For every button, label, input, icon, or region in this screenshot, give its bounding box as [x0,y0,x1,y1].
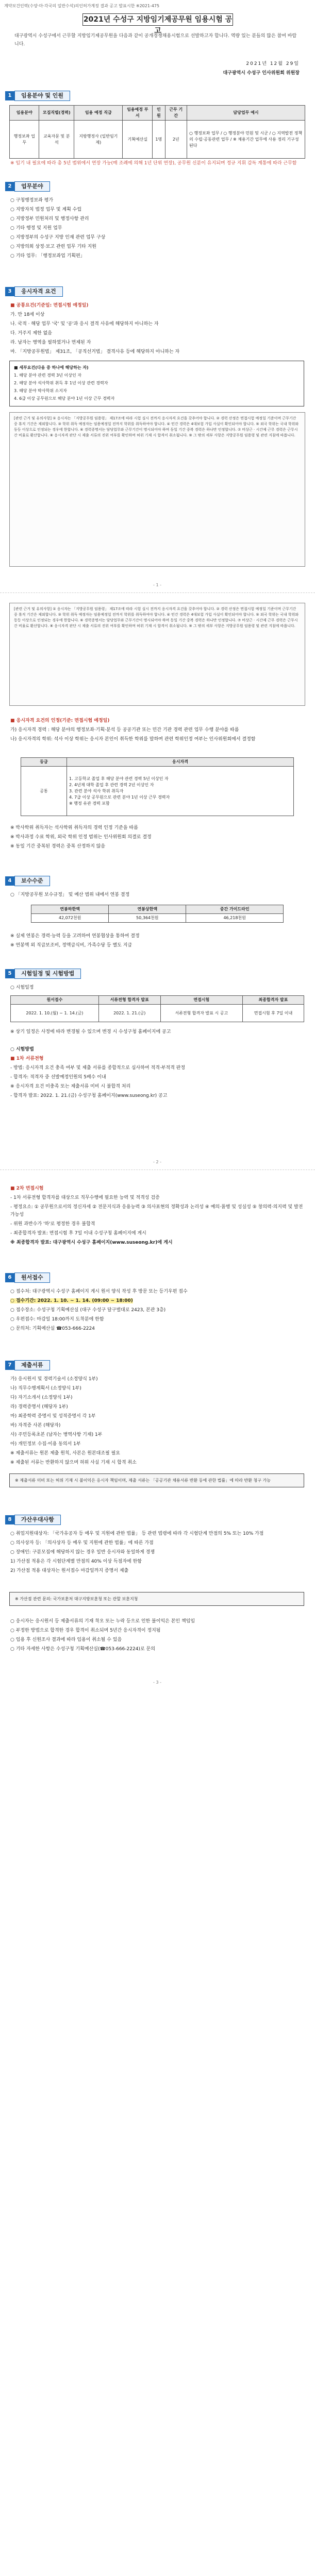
table-header: 모집직렬(경력) [39,106,74,121]
section-heading-5 [5,969,81,979]
list-item: 2. 해당 분야 석사학위 취득 후 1년 이상 관련 경력자 [14,381,108,385]
section-number: 8 [5,1515,14,1524]
table-cell: 50,364천원 [109,914,186,923]
section-heading-1 [5,91,70,101]
list-item: - 합격자: 적격자 중 선발예정인원의 5배수 이내 [10,1075,106,1080]
page-number: - 1 - [153,583,161,587]
list-item: ※ 박사학위 취득자는 석사학위 취득자의 경력 인정 기준을 따름 [10,825,138,831]
table-cell: 공통 [21,767,67,816]
section-label: 응시자격 요건 [14,286,63,297]
list-item: ※ 실제 연봉은 경력·능력 등을 고려하여 연봉협상을 통하여 결정 [10,934,140,939]
salary-table [31,905,284,923]
list-item: ○ 지방자치 법정 업무 및 계획 수립 [10,207,82,212]
section-number: 7 [5,1361,14,1370]
list-item: - 위원 과반수가 '하'로 평정한 경우 불합격 [10,1222,95,1227]
list-item: ※ 응시자격 요건 미충족 또는 제출서류 미비 시 불합격 처리 [10,1084,131,1089]
section-number: 6 [5,1273,14,1282]
phase-title: ■ 1차 서류전형 [10,1056,44,1061]
subsection-title: ■ 공통요건(기준일: 면접시험 예정일) [10,303,89,308]
final-announcement: ※ 최종합격자 발표: 대구광역시 수성구 홈페이지(www.suseong.kr)에 게시 [10,1240,173,1245]
section1-note: ※ 임기 내 필요에 따라 총 5년 범위에서 연장 가능(매 조례에 의해 1년 단위 연장), 공무원 신분이 유지되며 정규 지휘 감독 계통에 따라 근무함 [10,161,297,166]
section-label: 보수수준 [14,876,50,886]
section-label: 업무분야 [14,181,50,192]
list-item: ○ 접수처: 대구광역시 수성구 홈페이지 게시 원서 양식 작성 후 방문 또는 등기우편 접수 [10,1289,188,1294]
interview-method [10,1185,304,1248]
list-item: ○ 지방정부 민원처리 및 행정사항 관리 [10,216,89,222]
section-label: 임용분야 및 인원 [14,91,70,101]
table-cell: 2022. 1. 21.(금) [98,1005,160,1022]
section-number: 5 [5,969,14,978]
list-item: ※ 동일 기간 중복된 경력은 중복 산정하지 않음 [10,844,106,849]
notice-issuer: 대구광역시 수성구 인사위원회 위원장 [223,71,300,76]
table-cell: 면접시험 후 7일 이내 [243,1005,304,1022]
qualification-table [21,757,294,816]
subsection-title: ○ 시험방법 [10,1047,34,1052]
section-heading-2 [5,181,50,192]
bonus-info [10,1530,304,1577]
dense-paragraph: [관련 근거 및 유의사항] ① 응시자는 「지방공무원 임용령」 제17조에 따라 시험 실시 전까지 응시자격 요건을 갖추어야 합니다. ② 경력 산정은 면접시험 예정일 기준이며 근무기간 중 휴직 기간은 제외합니다. ③ 학위 취득 예정자는 임용예정일 전까지 학위를 취득하여야 합니다. ④ 민간 경력은 4대보험 가입 사실이 확인되어야 합니다. ⑤ 외국 학위는 국내 학위와 동등 이상으로 인정되는 경우에 한합니다. ⑥ 경력증명서는 담당업무와 근무기간이 명시되어야 하며 동일 기간 중복 경력은 하나만 인정합니다. ⑦ 비상근 · 시간제 근무 경력은 근무시간 비율로 환산합니다. ⑧ 응시자격 판단 시 제출 서류의 진위 여부를 확인하며 허위 기재 시 합격이 취소됩니다. ⑨ 그 밖의 세부 사항은 지방공무원 임용령 및 관련 지침에 따릅니다. [14,607,299,628]
list-item: ○ 문의처: 기획예산실 ☎053-666-2224 [10,1326,95,1331]
table-header: 담당업무 예시 [187,106,305,121]
list-item: 아) 개인정보 수집·이용 동의서 1부 [10,1442,81,1447]
subsection-title: ■ 세부요건(다음 중 하나에 해당하는 자) [14,365,89,370]
section-label: 가산우대사항 [14,1515,61,1525]
paragraph: 가) 응시자격 경력 : 해당 분야의 행정보좌·기획·분석 등 공공기관 또는 민간 기관 경력 관련 업무 수행 분야를 따름 [10,727,239,733]
list-item: 바) 자격증 사본 (해당자) [10,1423,61,1428]
table-cell: 행정보좌 업무 [10,121,39,159]
list-item: 마. 「지방공무원법」 제31조, 「공직선거법」 결격사유 등에 해당하지 아니하는 자 [10,349,180,354]
section-label: 제출서류 [14,1360,50,1370]
section-heading-3 [5,286,63,297]
table-header: 최종합격자 발표 [243,996,304,1005]
list-item: 3. 해당 분야 박사학위 소지자 [14,388,67,393]
qualification-recognition [10,717,304,745]
list-item: 다) 자기소개서 (소정양식 1부) [10,1395,73,1400]
list-item: 2) 가산점 적용 대상자는 원서접수 마감일까지 증명서 제출 [10,1568,129,1573]
page-number: - 2 - [153,1160,161,1164]
requirements-detail-text-2 [9,603,305,706]
list-item: ※ 제출된 서류는 반환하지 않으며 허위 사실 기재 시 합격 취소 [10,1460,137,1465]
list-item: ※ 박사과정 수료 학위, 외국 학위 인정 범위는 인사위원회 의결로 결정 [10,835,152,840]
list-item: 사) 주민등록초본 (남자는 병역사항 기재) 1부 [10,1432,103,1437]
phase-title: ■ 2차 면접시험 [10,1186,44,1191]
list-item: ○ 접수장소: 수성구청 기획예산실 (대구 수성구 달구벌대로 2423, 본관 3층) [10,1308,166,1313]
list-item: ○ 응시자는 응시원서 등 제출서류의 기재 착오 또는 누락 등으로 인한 불이익은 본인 책임임 [10,1619,195,1624]
list-item: 1) 가산점 적용은 각 시험단계별 만점의 40% 이상 득점자에 한함 [10,1559,142,1564]
dense-paragraph: [관련 근거 및 유의사항] ① 응시자는 「지방공무원 임용령」 제17조에 따라 시험 실시 전까지 응시자격 요건을 갖추어야 합니다. ② 경력 산정은 면접시험 예정일 기준이며 근무기간 중 휴직 기간은 제외합니다. ③ 학위 취득 예정자는 임용예정일 전까지 학위를 취득하여야 합니다. ④ 민간 경력은 4대보험 가입 사실이 확인되어야 합니다. ⑤ 외국 학위는 국내 학위와 동등 이상으로 인정되는 경우에 한합니다. ⑥ 경력증명서는 담당업무와 근무기간이 명시되어야 하며 동일 기간 중복 경력은 하나만 인정합니다. ⑦ 비상근 · 시간제 근무 경력은 근무시간 비율로 환산합니다. ⑧ 응시자격 판단 시 제출 서류의 진위 여부를 확인하며 허위 기재 시 합격이 취소됩니다. ⑨ 그 밖의 세부 사항은 지방공무원 임용령 및 관련 지침에 따릅니다. [14,416,299,437]
table-header: 면접시험 [160,996,242,1005]
paragraph: 나) 응시자격의 학위: 석사 이상 학위는 응시자 본인이 취득한 학위를 말하며 관련 학위인정 여부는 인사위원회에서 결정함 [10,737,256,742]
table-header: 중간 가이드라인 [186,905,284,914]
salary-notes [10,933,304,951]
table-cell: 1. 고등학교 졸업 후 해당 분야 관련 경력 5년 이상인 자 2. 4년제 대학 졸업 후 관련 경력 2년 이상인 자 3. 관련 분야 석사 학위 취득자 4. 7급 이상 공무원으로 관련 분야 1년 이상 근무 경력자 ※ 행정 유관 경력 포함 [67,767,294,816]
list-item: 라. 남자는 병역을 필하였거나 면제된 자 [10,340,91,345]
list-item: - 최종합격자 발표: 면접시험 후 7일 이내 수성구청 홈페이지에 게시 [10,1231,146,1236]
table-cell: 교육자문 및 분석 [39,121,74,159]
salary-text: ○ 「지방공무원 보수규정」 및 예산 범위 내에서 연봉 결정 [10,892,130,897]
notice-date: 2021년 12월 29일 [246,61,300,66]
schedule-title: ○ 시험일정 [10,985,34,990]
page-number: - 3 - [153,1680,161,1685]
recruitment-table [9,105,305,159]
list-item [10,1297,304,1305]
closing-notes [10,1618,304,1655]
table-header: 연봉상한액 [109,905,186,914]
list-item: ○ 취업지원대상자: 「국가유공자 등 예우 및 지원에 관한 법률」 등 관련 법령에 따라 각 시험단계 만점의 5% 또는 10% 가점 [10,1531,264,1536]
table-header: 임용분야 [10,106,39,121]
list-item: ○ 장애인: 구분모집에 해당하지 않는 경우 일반 응시자와 동일하게 경쟁 [10,1550,155,1555]
schedule-note: ※ 상기 일정은 사정에 따라 변경될 수 있으며 변경 시 수성구청 홈페이지에 공고 [10,1029,171,1035]
table-cell: 46,218천원 [186,914,284,923]
table-header: 등급 [21,758,67,767]
section-heading-8 [5,1515,61,1525]
list-item: ○ 기타 업무: 「행정보좌업 기획편」 [10,253,85,259]
section-heading-7 [5,1360,50,1370]
top-note: 계약보건인력(수양·마·각국의 일반수석)의인허가계정 결과 공고 발표시한 ※2021-475 [4,4,160,8]
list-item: 가) 응시원서 및 경력기술서 (소정양식 1부) [10,1377,98,1382]
list-item: 마) 최종학력 증명서 및 성적증명서 각 1부 [10,1414,96,1419]
list-item: ○ 기타 자세한 사항은 수성구청 기획예산실(☎053-666-2224)로 문의 [10,1647,155,1652]
bonus-inquiry-box: ※ 가산점 관련 문의: 국가보훈처 대구지방보훈청 또는 관할 보훈지청 [9,1592,304,1606]
documents-list [10,1376,304,1468]
application-info [10,1288,304,1334]
table-header: 근무 기간 [165,106,187,121]
section-number: 3 [5,287,14,296]
table-header: 서류전형 합격자 발표 [98,996,160,1005]
notice-title: 2021년 수성구 지방임기제공무원 임용시험 공고 [82,13,233,26]
list-item: 나) 직무수행계획서 (소정양식 1부) [10,1386,81,1391]
table-header: 응시자격 [67,758,294,767]
qualification-notes [10,824,304,852]
table-cell: 지방행정사 (일반임기제) [74,121,123,159]
section-label: 시험일정 및 시험방법 [14,969,81,979]
section-label: 원서접수 [14,1273,50,1283]
list-item: 다. 거주지 제한 없음 [10,331,52,336]
table-header: 연봉하한액 [31,905,109,914]
section-heading-6 [5,1273,50,1283]
section-number: 2 [5,182,14,191]
table-header: 인원 [153,106,165,121]
exam-method [10,1046,304,1101]
duties-list [10,197,304,262]
list-item: 4. 6급 이상 공무원으로 해당 분야 1년 이상 근무 경력자 [14,396,115,401]
list-item: 1. 해당 분야 관련 경력 3년 이상인 자 [14,373,81,378]
list-item: - 1차 서류전형 합격자를 대상으로 직무수행에 필요한 능력 및 적격성 검증 [10,1195,160,1200]
list-item: ○ 기타 행정 및 지원 업무 [10,226,62,231]
list-item: ○ 지방정부의 수성구 지방 인재 관련 업무 구상 [10,235,106,240]
section-number: 4 [5,876,14,886]
list-item: ○ 의사상자 등: 「의사상자 등 예우 및 지원에 관한 법률」에 따른 가점 [10,1540,154,1546]
highlighted-period: ○ 접수기간: 2022. 1. 10. ~ 1. 14. (09:00 ~ 18:00) [10,1298,133,1303]
list-item: - 방법: 응시자격 요건 충족 여부 및 제출 서류를 종합적으로 심사하여 적격·부적격 판정 [10,1065,186,1071]
requirements-detail-text [9,412,305,567]
table-cell: ○ 행정보좌 업무 / ○ 행정분야 민원 및 시군 / ○ 지역발전 정책의 수립·공동관련 업무 / ※ 채용기간 업무에 사용 정리 기구성된다 [187,121,305,159]
table-header: 임용예정 부서 [123,106,153,121]
list-item: 나. 국적 · 해당 업무 '국' 및 '공'과 응시 결격 사유에 해당하지 아니하는 자 [10,321,159,327]
list-item: 라) 경력증명서 (해당자 1부) [10,1404,68,1410]
table-cell: 1명 [153,121,165,159]
table-cell: 2년 [165,121,187,159]
list-item: 가. 만 18세 이상 [10,312,45,317]
table-cell: 2022. 1. 10.(월) ~ 1. 14.(금) [11,1005,99,1022]
documents-warning: ※ 제출서류 미비 또는 허위 기재 시 불이익은 응시자 책임이며, 제출 서류는 「공공기관 채용서류 반환 등에 관한 법률」에 따라 반환 청구 가능 [9,1473,304,1487]
list-item: - 합격자 발표: 2022. 1. 21.(금) 수성구청 홈페이지(www.suseong.kr) 공고 [10,1093,168,1098]
table-cell: 기획예산실 [123,121,153,159]
section-heading-4 [5,876,50,886]
list-item: ○ 지방의회 상정·보고 관련 업무 기타 지원 [10,244,96,249]
list-item: ○ 우편접수: 마감일 18:00까지 도착분에 한함 [10,1317,104,1322]
page-break [0,592,315,593]
table-cell: 서류전형 합격자 발표 시 공고 [160,1005,242,1022]
list-item: ○ 임용 후 신원조사 결과에 따라 임용이 취소될 수 있음 [10,1637,122,1642]
section-number: 1 [5,91,14,100]
list-item: ○ 구청행정보좌 평가 [10,198,54,203]
schedule-table [10,995,304,1022]
list-item: ※ 제출서류는 원본 제출 원칙, 사본은 원본대조필 필요 [10,1451,121,1456]
list-item: ※ 연봉액 외 직급보조비, 정액급식비, 가족수당 등 별도 지급 [10,943,132,948]
intro-paragraph: 대구광역시 수성구에서 근무할 지방임기제공무원을 다음과 같이 공개경쟁채용시험으로 선발하고자 합니다. 역량 있는 분들의 많은 참여 바랍니다. [14,33,297,47]
detail-requirements-box [9,361,304,406]
subsection-title: ■ 응시자격 요건의 인정(기준: 면접시험 예정일) [10,718,110,723]
common-requirements [10,302,304,358]
table-header: 임용 예정 직급 [74,106,123,121]
table-cell: 42,072천원 [31,914,109,923]
table-header: 원서접수 [11,996,99,1005]
list-item: - 평정요소: ① 공무원으로서의 정신자세 ② 전문지식과 응용능력 ③ 의사표현의 정확성과 논리성 ④ 예의·품행 및 성실성 ⑤ 창의력·의지력 및 발전 가능성 [10,1205,303,1217]
list-item: ○ 부정한 방법으로 합격한 경우 합격이 취소되며 5년간 응시자격이 정지됨 [10,1628,161,1633]
